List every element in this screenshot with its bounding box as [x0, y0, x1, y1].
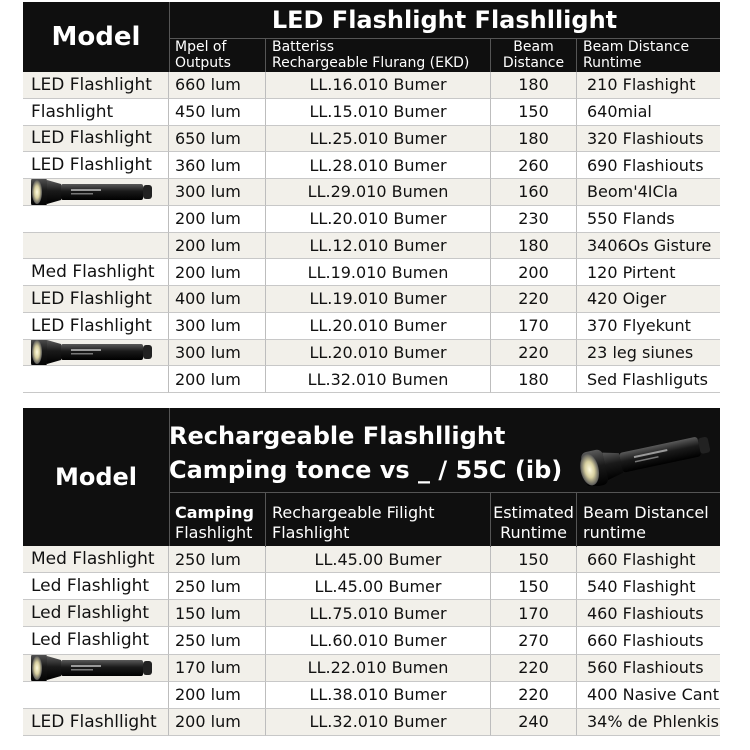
- model-cell: Med Flashlight: [23, 546, 169, 573]
- output-cell: 250 lum: [169, 627, 266, 654]
- battery-cell: LL.20.010 Bumer: [266, 206, 491, 233]
- output-cell: 450 lum: [169, 99, 266, 126]
- output-cell: 360 lum: [169, 152, 266, 179]
- runtime-cell: 660 Flashight: [577, 546, 720, 573]
- column-header-battery: Batteriss Rechargeable Flurang (EKD): [266, 38, 491, 72]
- model-cell: Flashlight: [23, 99, 169, 126]
- battery-cell: LL.25.010 Bumer: [266, 126, 491, 153]
- flashlight-thumbnail: [31, 340, 153, 367]
- battery-cell: LL.45.00 Bumer: [266, 546, 491, 573]
- distance-cell: 220: [491, 340, 577, 367]
- battery-cell: LL.28.010 Bumer: [266, 152, 491, 179]
- model-cell: [23, 655, 169, 682]
- model-cell: [23, 682, 169, 709]
- distance-cell: 180: [491, 72, 577, 99]
- output-cell: 250 lum: [169, 573, 266, 600]
- output-cell: 300 lum: [169, 313, 266, 340]
- battery-cell: LL.19.010 Bumer: [266, 286, 491, 313]
- runtime-cell: 640mial: [577, 99, 720, 126]
- battery-cell: LL.22.010 Bumen: [266, 655, 491, 682]
- distance-cell: 160: [491, 179, 577, 206]
- model-cell: [23, 233, 169, 260]
- distance-cell: 240: [491, 709, 577, 736]
- battery-cell: LL.32.010 Bumer: [266, 709, 491, 736]
- column-header-runtime: Estimated Runtime: [491, 493, 577, 547]
- output-cell: 250 lum: [169, 546, 266, 573]
- output-cell: 200 lum: [169, 206, 266, 233]
- column-header-distance: Beam Distance: [491, 38, 577, 72]
- distance-cell: 230: [491, 206, 577, 233]
- flashlight-image: [574, 426, 714, 486]
- model-cell: LED Flashlight: [23, 313, 169, 340]
- battery-cell: LL.60.010 Bumer: [266, 627, 491, 654]
- model-cell: LED Flashlight: [23, 72, 169, 99]
- distance-cell: 180: [491, 126, 577, 153]
- model-cell: Led Flashlight: [23, 627, 169, 654]
- output-cell: 300 lum: [169, 179, 266, 206]
- table-2-body: [23, 546, 720, 736]
- output-cell: 200 lum: [169, 709, 266, 736]
- model-cell: [23, 366, 169, 393]
- output-cell: 300 lum: [169, 340, 266, 367]
- runtime-cell: 3406Os Gisture: [577, 233, 720, 260]
- table-2-title: Rechargeable Flashllight: [169, 422, 506, 450]
- model-header: Model: [23, 408, 170, 546]
- flashlight-thumbnail: [31, 179, 153, 206]
- distance-cell: 270: [491, 627, 577, 654]
- model-cell: Med Flashlight: [23, 259, 169, 286]
- distance-cell: 150: [491, 546, 577, 573]
- distance-cell: 150: [491, 99, 577, 126]
- table-2-header: [23, 408, 720, 546]
- column-header-output: Camping Flashlight: [169, 493, 266, 547]
- battery-cell: LL.38.010 Bumer: [266, 682, 491, 709]
- model-cell: [23, 179, 169, 206]
- battery-cell: LL.45.00 Bumer: [266, 573, 491, 600]
- output-cell: 660 lum: [169, 72, 266, 99]
- column-header-battery: Rechargeable Filight Flashlight: [266, 493, 491, 547]
- battery-cell: LL.32.010 Bumen: [266, 366, 491, 393]
- battery-cell: LL.20.010 Bumer: [266, 340, 491, 367]
- runtime-cell: 420 Oiger: [577, 286, 720, 313]
- runtime-cell: Beom'4ICla: [577, 179, 720, 206]
- runtime-cell: 210 Flashight: [577, 72, 720, 99]
- runtime-cell: 660 Flashiouts: [577, 627, 720, 654]
- output-cell: 650 lum: [169, 126, 266, 153]
- output-cell: 400 lum: [169, 286, 266, 313]
- battery-cell: LL.15.010 Bumer: [266, 99, 491, 126]
- model-cell: LED Flashlight: [23, 126, 169, 153]
- model-cell: LED Flashlight: [23, 286, 169, 313]
- distance-cell: 180: [491, 233, 577, 260]
- model-cell: [23, 206, 169, 233]
- distance-cell: 170: [491, 600, 577, 627]
- battery-cell: LL.20.010 Bumer: [266, 313, 491, 340]
- runtime-cell: 560 Flashiouts: [577, 655, 720, 682]
- runtime-cell: 550 Flands: [577, 206, 720, 233]
- runtime-cell: 370 Flyekunt: [577, 313, 720, 340]
- battery-cell: LL.12.010 Bumer: [266, 233, 491, 260]
- distance-cell: 150: [491, 573, 577, 600]
- runtime-cell: 320 Flashiouts: [577, 126, 720, 153]
- model-cell: [23, 340, 169, 367]
- column-header-output: Mpel of Outputs: [169, 38, 266, 72]
- battery-cell: LL.19.010 Bumen: [266, 259, 491, 286]
- distance-cell: 170: [491, 313, 577, 340]
- battery-cell: LL.75.010 Bumer: [266, 600, 491, 627]
- output-cell: 200 lum: [169, 259, 266, 286]
- model-cell: LED Flashlight: [23, 152, 169, 179]
- runtime-cell: 34% de Phlenkis: [577, 709, 720, 736]
- runtime-cell: 540 Flashight: [577, 573, 720, 600]
- column-header-runtime: Beam Distance Runtime: [583, 39, 690, 71]
- runtime-cell: 23 leg siunes: [577, 340, 720, 367]
- output-cell: 150 lum: [169, 600, 266, 627]
- column-header-beam-distance: Beam Distancel runtime: [583, 503, 709, 542]
- output-cell: 200 lum: [169, 233, 266, 260]
- output-cell: 200 lum: [169, 366, 266, 393]
- battery-cell: LL.29.010 Bumen: [266, 179, 491, 206]
- runtime-cell: 460 Flashiouts: [577, 600, 720, 627]
- table-1-title: LED Flashlight Flashllight: [169, 2, 720, 39]
- runtime-cell: 120 Pirtent: [577, 259, 720, 286]
- output-cell: 170 lum: [169, 655, 266, 682]
- output-cell: 200 lum: [169, 682, 266, 709]
- distance-cell: 220: [491, 286, 577, 313]
- distance-cell: 200: [491, 259, 577, 286]
- distance-cell: 260: [491, 152, 577, 179]
- distance-cell: 220: [491, 655, 577, 682]
- model-cell: Led Flashlight: [23, 600, 169, 627]
- table-1-header: [23, 2, 720, 72]
- table-1-body: [23, 72, 720, 393]
- model-cell: LED Flashllight: [23, 709, 169, 736]
- distance-cell: 220: [491, 682, 577, 709]
- runtime-cell: 690 Flashiouts: [577, 152, 720, 179]
- model-cell: Led Flashlight: [23, 573, 169, 600]
- table-2-subtitle: Camping tonce vs _ / 55C (ib): [169, 456, 563, 484]
- battery-cell: LL.16.010 Bumer: [266, 72, 491, 99]
- flashlight-table-1: [23, 2, 720, 393]
- flashlight-table-2: [23, 408, 720, 740]
- distance-cell: 180: [491, 366, 577, 393]
- runtime-cell: 400 Nasive Cant: [577, 682, 720, 709]
- model-header: Model: [23, 2, 170, 72]
- flashlight-thumbnail: [31, 655, 153, 682]
- runtime-cell: Sed Flashliguts: [577, 366, 720, 393]
